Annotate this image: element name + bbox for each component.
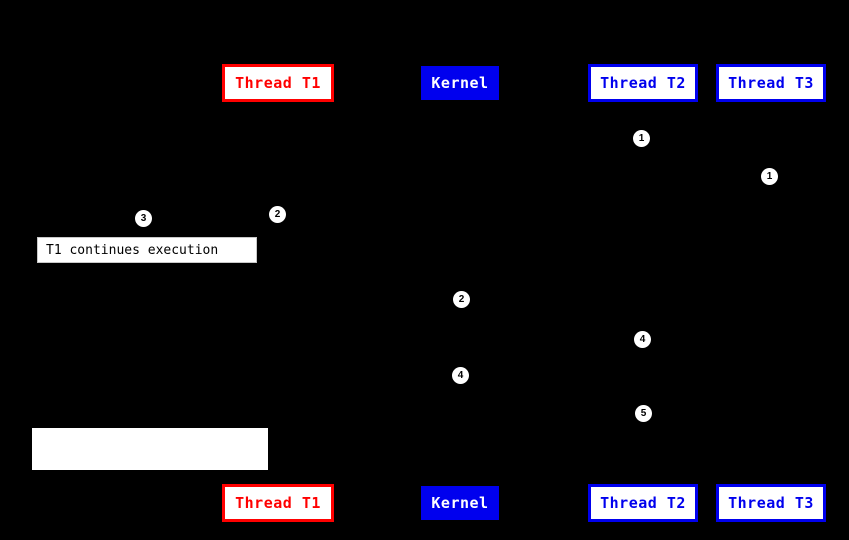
step-marker-t2-4 [634,331,651,348]
kernel-bottom-label: Kernel [431,494,489,512]
t1-continues-execution-text: T1 continues execution [46,242,219,258]
step-marker-t3-1-label: 1 [766,170,773,182]
blank-callout-box [32,428,268,470]
thread-t1-bottom-label: Thread T1 [235,494,321,512]
thread-t3-bottom-label: Thread T3 [728,494,814,512]
thread-t2-bottom-label: Thread T2 [600,494,686,512]
step-marker-t1-3-label: 3 [140,212,147,224]
thread-t2-top-label: Thread T2 [600,74,686,92]
step-marker-t2-1 [633,130,650,147]
step-marker-t1-3 [135,210,152,227]
thread-t3-top-label: Thread T3 [728,74,814,92]
step-marker-t2-5 [635,405,652,422]
thread-t3-top-box[interactable] [716,64,826,102]
kernel-top-box[interactable] [421,66,499,100]
step-marker-kernel-2 [453,291,470,308]
thread-t2-top-box[interactable] [588,64,698,102]
thread-t1-bottom-box[interactable] [222,484,334,522]
t1-continues-execution-label [37,237,257,263]
step-marker-t2-1-label: 1 [638,132,645,144]
step-marker-t3-1 [761,168,778,185]
step-marker-t1-2 [269,206,286,223]
thread-t2-bottom-box[interactable] [588,484,698,522]
step-marker-kernel-2-label: 2 [458,293,465,305]
step-marker-t1-2-label: 2 [274,208,281,220]
step-marker-t2-5-label: 5 [640,407,647,419]
step-marker-kernel-4 [452,367,469,384]
thread-t1-top-label: Thread T1 [235,74,321,92]
kernel-bottom-box[interactable] [421,486,499,520]
thread-t3-bottom-box[interactable] [716,484,826,522]
thread-t1-top-box[interactable] [222,64,334,102]
kernel-top-label: Kernel [431,74,489,92]
step-marker-kernel-4-label: 4 [457,369,464,381]
step-marker-t2-4-label: 4 [639,333,646,345]
